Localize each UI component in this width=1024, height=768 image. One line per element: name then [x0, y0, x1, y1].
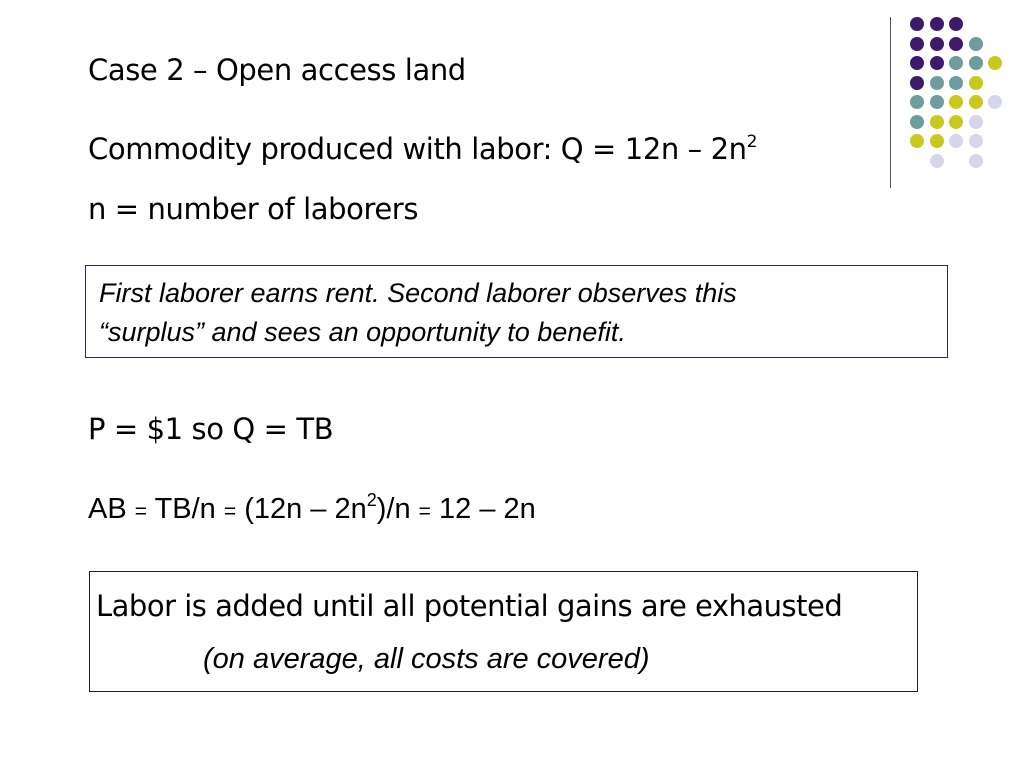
decorative-dot — [910, 17, 924, 31]
decorative-dot — [930, 115, 944, 129]
commodity-equation — [88, 134, 757, 164]
decorative-dot — [910, 37, 924, 51]
decorative-dot — [930, 56, 944, 70]
equals-sign: = — [223, 500, 237, 523]
paren-expression: $(12n - 2n^2)/n$ — [244, 490, 411, 525]
decorative-dot — [949, 76, 963, 90]
decorative-dot — [910, 115, 924, 129]
decorative-dot — [930, 154, 944, 168]
decorative-dot — [930, 37, 944, 51]
decorative-dot — [949, 56, 963, 70]
equals-sign: = — [134, 500, 148, 523]
decorative-dot — [910, 56, 924, 70]
n-definition: n = number of laborers — [88, 192, 419, 226]
decorative-dot — [930, 17, 944, 31]
decorative-dot — [949, 37, 963, 51]
price-line: P = $1 so Q = TB — [88, 412, 334, 446]
decorative-dot — [969, 95, 983, 109]
rent-callout-box — [85, 265, 948, 358]
commodity-exponent: 2 — [746, 132, 758, 152]
ab-label: AB — [88, 493, 127, 525]
decorative-dot — [930, 134, 944, 148]
labor-conclusion-line-2: (on average, all costs are covered) — [203, 643, 650, 675]
decorative-dot — [969, 115, 983, 129]
decorative-dot — [949, 134, 963, 148]
decorative-dot — [969, 76, 983, 90]
decorative-dot — [930, 76, 944, 90]
decorative-dot — [988, 95, 1002, 109]
labor-conclusion-line-1: Labor is added until all potential gains are exhausted — [96, 589, 843, 623]
rent-callout-line-1: First laborer earns rent. Second laborer observes this — [99, 278, 737, 308]
rent-callout-line-2: “surplus” and sees an opportunity to benefit. — [99, 317, 626, 347]
slide-title: Case 2 – Open access land — [88, 53, 466, 87]
commodity-equation-text: Commodity produced with labor: Q = 12n – 2n — [88, 132, 747, 166]
decorative-dot — [910, 134, 924, 148]
average-benefit-formula — [88, 491, 536, 524]
decorative-dot — [910, 95, 924, 109]
decorative-dot — [930, 95, 944, 109]
ab-exponent: 2 — [366, 490, 377, 510]
ab-result: 12 – 2n — [439, 493, 536, 525]
equals-sign: = — [418, 500, 431, 523]
decorative-dot — [910, 76, 924, 90]
decorative-dot — [969, 134, 983, 148]
decorative-vertical-rule — [890, 17, 891, 188]
tb-over-n: TB/n — [154, 493, 216, 525]
decorative-dot — [949, 95, 963, 109]
decorative-dot — [969, 37, 983, 51]
decorative-dot — [969, 154, 983, 168]
labor-conclusion-box — [89, 571, 918, 692]
decorative-dot — [949, 115, 963, 129]
decorative-dot — [949, 17, 963, 31]
decorative-dot — [969, 56, 983, 70]
decorative-dot — [988, 56, 1002, 70]
